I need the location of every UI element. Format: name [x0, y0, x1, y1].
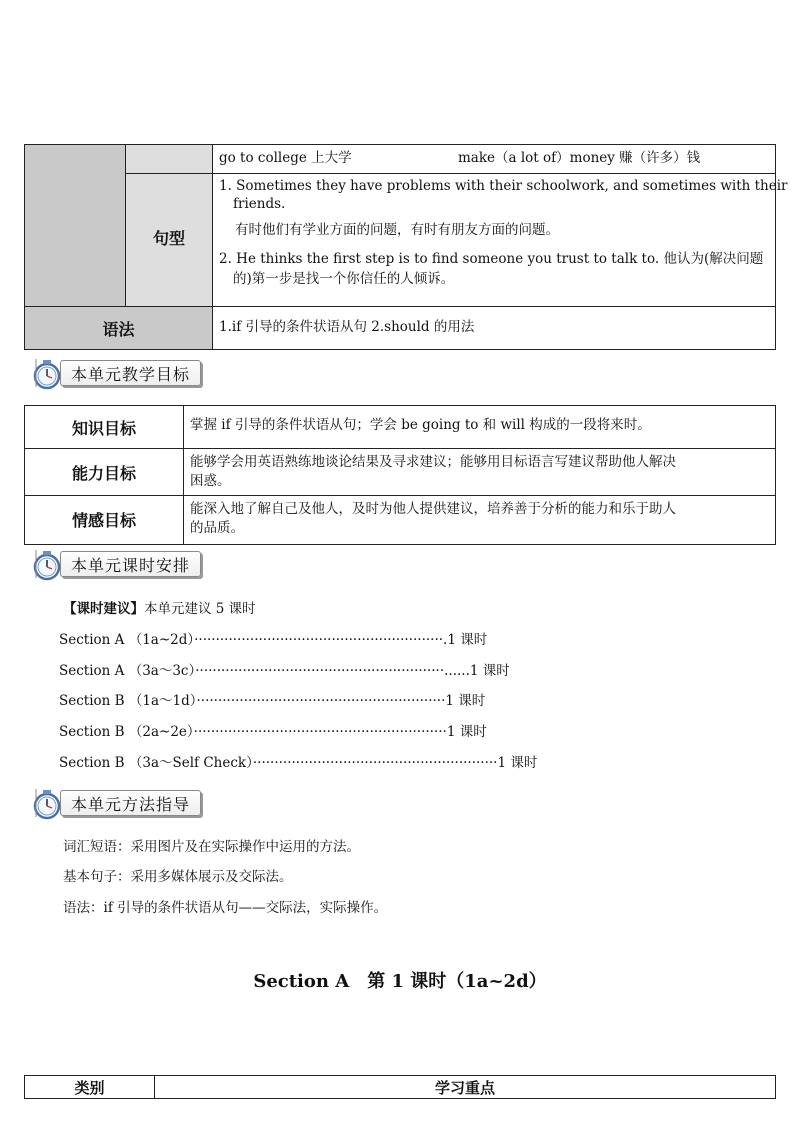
- schedule-item-name: Section A （1a~2d）: [59, 632, 195, 648]
- sentence-1-en-cont: friends.: [233, 196, 286, 212]
- schedule-item: [59, 754, 537, 772]
- sentence-content-cell: [212, 173, 788, 307]
- sentence-2-line2: 的)第一步是找一个你信任的人倾诉。: [233, 271, 455, 287]
- method-line: 语法：if 引导的条件状语从句——交际法，实际操作。: [63, 900, 388, 916]
- method-line: 基本句子：采用多媒体展示及交际法。: [63, 869, 293, 885]
- goal-content-cell-3: [183, 495, 776, 545]
- lesson-heading: Section A 第 1 课时（1a~2d）: [253, 971, 547, 992]
- section-header-method: [30, 789, 201, 817]
- sentence-label: 句型: [152, 229, 185, 248]
- focus-header: 学习重点: [434, 1079, 495, 1097]
- schedule-item: [59, 631, 487, 649]
- goal-label: 知识目标: [71, 419, 136, 438]
- section-header-schedule: [30, 550, 201, 578]
- category-cell-gray: [24, 144, 126, 307]
- grammar-label: 语法: [102, 320, 135, 339]
- schedule-item-dots: ···························································: [193, 724, 447, 740]
- method-line: 词汇短语：采用图片及在实际操作中运用的方法。: [63, 839, 360, 855]
- phrase-make-money: make（a lot of）money 赚（许多）钱: [458, 150, 701, 166]
- section-title-method: 本单元方法指导: [60, 790, 201, 816]
- clock-icon: [30, 548, 64, 582]
- section-title-schedule: 本单元课时安排: [60, 551, 201, 577]
- schedule-item-name: Section A （3a～3c）: [59, 663, 196, 679]
- schedule-suggestion: [63, 600, 256, 618]
- focus-header-cell: [154, 1075, 776, 1099]
- schedule-item-name: Section B （1a～1d）: [59, 693, 197, 709]
- sentence-1-cn: 有时他们有学业方面的问题，有时有朋友方面的问题。: [235, 222, 559, 238]
- goal-content-cell-1: [183, 405, 776, 449]
- schedule-item: [59, 662, 510, 680]
- schedule-item-hours: 1 课时: [447, 632, 488, 648]
- suggestion-label: 【课时建议】: [63, 601, 144, 617]
- grammar-content-cell: [212, 306, 776, 350]
- schedule-item: [59, 692, 485, 710]
- goal-text-line1: 能够学会用英语熟练地谈论结果及寻求建议；能够用目标语言写建议帮助他人解决: [190, 454, 676, 470]
- clock-icon: [30, 787, 64, 821]
- goal-text-line1: 能深入地了解自己及他人，及时为他人提供建议，培养善于分析的能力和乐于助人: [190, 501, 676, 517]
- schedule-item: [59, 723, 487, 741]
- sentence-label-cell: [125, 173, 213, 307]
- goal-text-line1: 掌握 if 引导的条件状语从句；学会 be going to 和 will 构成的一段将来时。: [190, 417, 651, 433]
- grammar-label-cell: [24, 306, 213, 350]
- suggestion-text: 本单元建议 5 课时: [144, 601, 256, 617]
- goal-text-line2: 困惑。: [190, 473, 231, 489]
- goal-label: 情感目标: [71, 511, 136, 530]
- schedule-item-dots: ··························································.: [194, 632, 448, 648]
- schedule-item-dots: ··························································: [196, 693, 446, 709]
- goal-label-cell-3: [24, 495, 184, 545]
- schedule-item-name: Section B （3a～Self Check）: [59, 755, 253, 771]
- schedule-item-dots: ··························································......: [195, 663, 470, 679]
- goal-label-cell-2: [24, 448, 184, 496]
- schedule-item-name: Section B （2a~2e）: [59, 724, 194, 740]
- schedule-item-hours: 1 课时: [497, 755, 538, 771]
- phrase-go-to-college: go to college 上大学: [219, 150, 352, 166]
- schedule-item-dots: ·························································: [252, 755, 498, 771]
- grammar-text: 1.if 引导的条件状语从句 2.should 的用法: [219, 319, 475, 335]
- sentence-1-en: 1. Sometimes they have problems with their schoolwork, and sometimes with their: [219, 178, 788, 194]
- goal-text-line2: 的品质。: [190, 520, 244, 536]
- goal-label: 能力目标: [71, 464, 136, 483]
- sentence-2-line1: 2. He thinks the first step is to find someone you trust to talk to. 他认为(解决问题: [219, 251, 764, 267]
- category-header-cell: [24, 1075, 155, 1099]
- schedule-item-hours: 1 课时: [445, 693, 486, 709]
- schedule-item-hours: 1 课时: [446, 724, 487, 740]
- clock-icon: [30, 357, 64, 391]
- section-title-goals: 本单元教学目标: [60, 360, 201, 386]
- section-header-goals: [30, 359, 201, 387]
- goal-label-cell-1: [24, 405, 184, 449]
- schedule-item-hours: 1 课时: [469, 663, 510, 679]
- category-header: 类别: [74, 1079, 105, 1097]
- goal-content-cell-2: [183, 448, 776, 496]
- row1-label-cell: [125, 144, 213, 174]
- row1-content-cell: [212, 144, 776, 174]
